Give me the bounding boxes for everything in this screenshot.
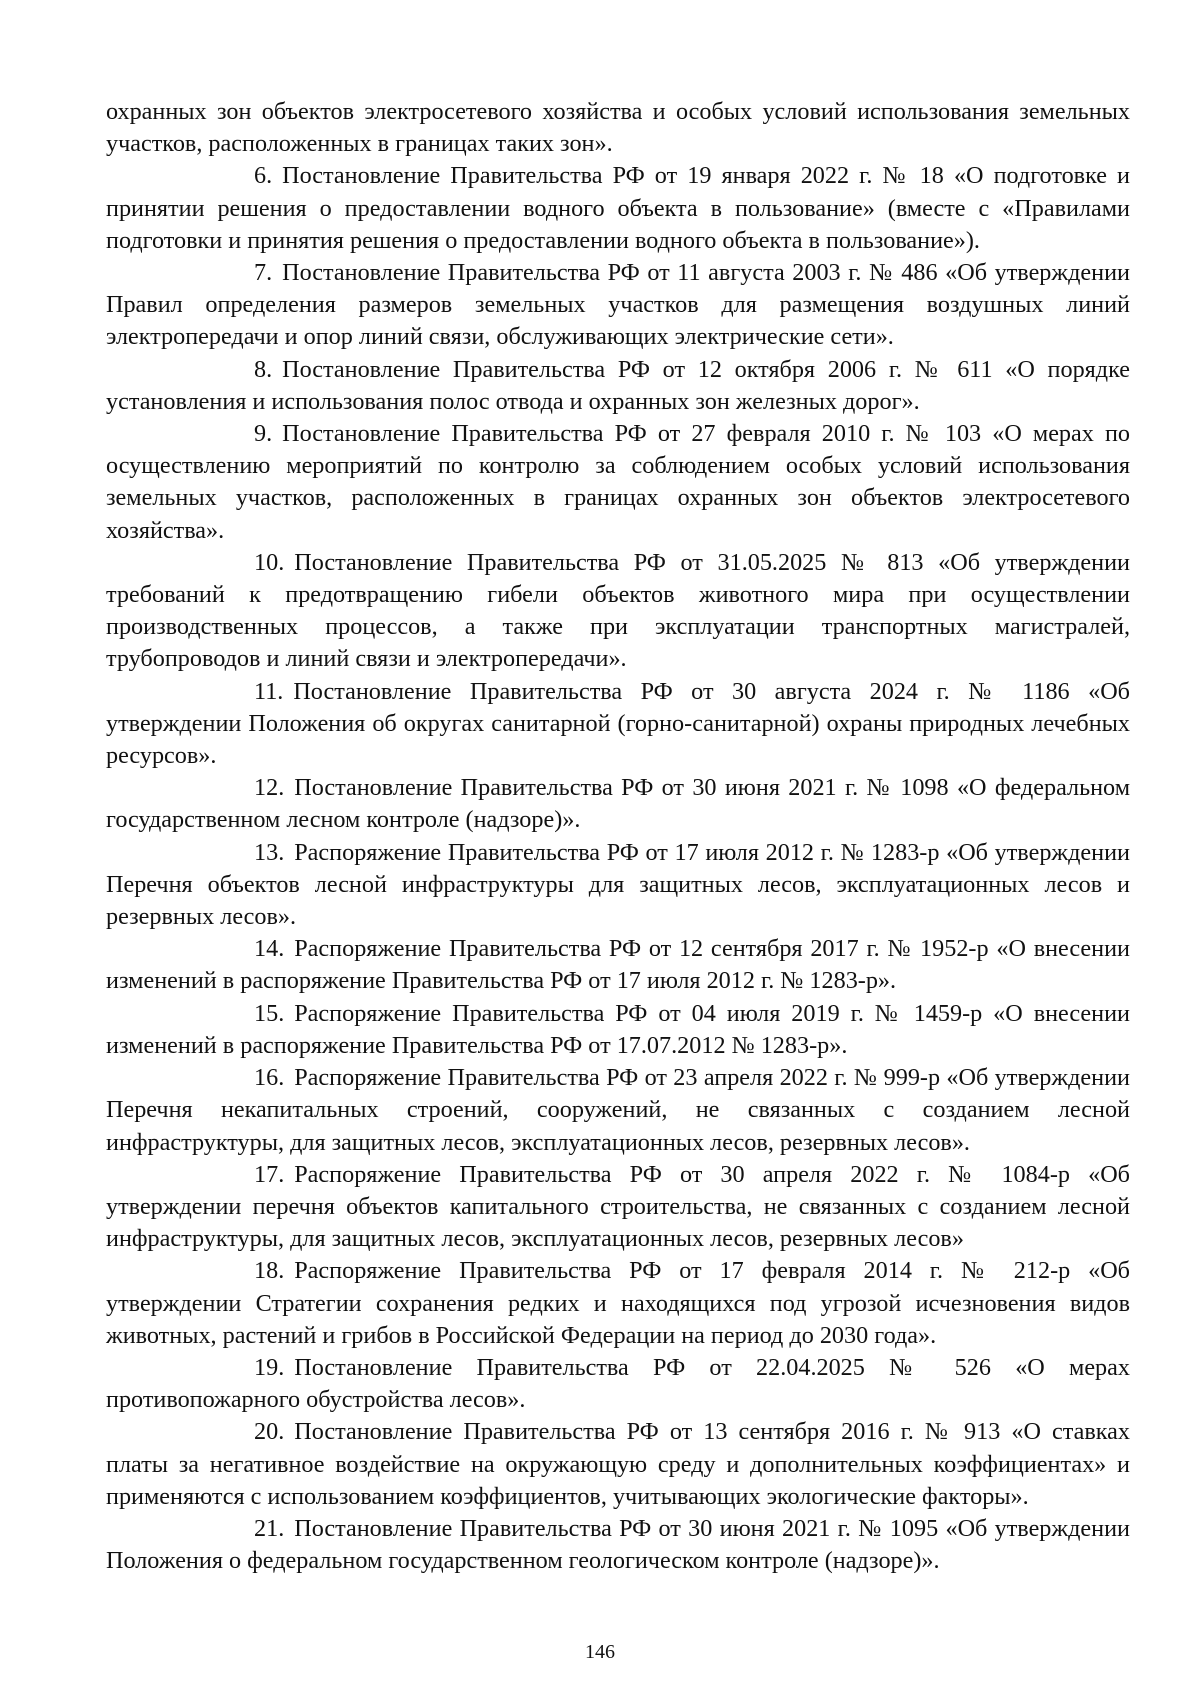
item-text: Распоряжение Правительства РФ от 17 июля 2012 г. № 1283-р «Об утверждении Перечня объектов лесной инфраструктуры для защитных лесов, эксплуатационных лесов и резервных лесов». xyxy=(106,838,1130,931)
item-text: Распоряжение Правительства РФ от 30 апреля 2022 г. № 1084-р «Об утверждении перечня объектов капитального строительства, не связанных с созданием лесной инфраструктуры, для защитных лесов, эксплуатационных лесов, резервных лесов» xyxy=(106,1160,1130,1253)
item-text: Распоряжение Правительства РФ от 12 сентября 2017 г. № 1952-р «О внесении изменений в распоряжение Правительства РФ от 17 июля 2012 г. № 1283-р». xyxy=(106,935,1130,995)
list-item xyxy=(106,1352,1130,1416)
list-item xyxy=(106,998,1130,1062)
item-number: 6. xyxy=(254,162,273,190)
list-item xyxy=(106,1416,1130,1513)
item-number: 18. xyxy=(254,1257,285,1285)
document-body xyxy=(106,96,1130,1577)
item-number: 11. xyxy=(254,677,284,705)
item-number: 17. xyxy=(254,1160,285,1188)
item-number: 13. xyxy=(254,838,285,866)
list-item xyxy=(106,676,1130,773)
item-number: 10. xyxy=(254,548,285,576)
item-text: Постановление Правительства РФ от 13 сентября 2016 г. № 913 «О ставках платы за негативное воздействие на окружающую среду и дополнительных коэффициентах» и применяются с использованием коэффициентов, учитывающих экологические факторы». xyxy=(106,1418,1130,1510)
item-number: 14. xyxy=(254,935,285,963)
item-text: Постановление Правительства РФ от 27 февраля 2010 г. № 103 «О мерах по осуществлению мероприятий по контролю за соблюдением особых условий использования земельных участков, расположенных в границах охранных зон объектов электросетевого хозяйства». xyxy=(106,420,1130,544)
item-number: 9. xyxy=(254,420,273,448)
item-text: Распоряжение Правительства РФ от 17 февраля 2014 г. № 212-р «Об утверждении Стратегии сохранения редких и находящихся под угрозой исчезновения видов животных, растений и грибов в Российской Федерации на период до 2030 года». xyxy=(106,1257,1130,1349)
continuation-paragraph: охранных зон объектов электросетевого хозяйства и особых условий использования земельных участков, расположенных в границах таких зон». xyxy=(106,98,1130,158)
item-number: 7. xyxy=(254,259,273,287)
page-number: 146 xyxy=(585,1641,615,1663)
item-text: Постановление Правительства РФ от 19 января 2022 г. № 18 «О подготовке и принятии решения о предоставлении водного объекта в пользование» (вместе с «Правилами подготовки и принятия решения о предоставлении водного объекта в пользование»). xyxy=(106,162,1130,254)
item-number: 21. xyxy=(254,1514,285,1542)
list-item xyxy=(106,547,1130,676)
list-item xyxy=(106,354,1130,418)
item-text: Постановление Правительства РФ от 12 октября 2006 г. № 611 «О порядке установления и использования полос отвода и охранных зон железных дорог». xyxy=(106,355,1130,415)
item-text: Постановление Правительства РФ от 11 августа 2003 г. № 486 «Об утверждении Правил определения размеров земельных участков для размещения воздушных линий электропередачи и опор линий связи, обслуживающих электрические сети». xyxy=(106,259,1130,351)
item-text: Распоряжение Правительства РФ от 04 июля 2019 г. № 1459-р «О внесении изменений в распоряжение Правительства РФ от 17.07.2012 № 1283-р». xyxy=(106,999,1130,1059)
item-number: 16. xyxy=(254,1064,285,1092)
list-item xyxy=(106,1513,1130,1577)
list-item xyxy=(106,1255,1130,1352)
list-item xyxy=(106,1062,1130,1159)
item-number: 20. xyxy=(254,1418,285,1446)
item-number: 8. xyxy=(254,355,273,383)
list-item xyxy=(106,1159,1130,1256)
list-item xyxy=(106,418,1130,547)
item-text: Постановление Правительства РФ от 30 июня 2021 г. № 1098 «О федеральном государственном лесном контроле (надзоре)». xyxy=(106,774,1130,834)
list-item xyxy=(106,837,1130,934)
item-number: 19. xyxy=(254,1353,285,1381)
list-item xyxy=(106,160,1130,257)
item-text: Постановление Правительства РФ от 30 июня 2021 г. № 1095 «Об утверждении Положения о федеральном государственном геологическом контроле (надзоре)». xyxy=(106,1514,1130,1575)
list-item xyxy=(106,772,1130,836)
item-number: 12. xyxy=(254,774,285,802)
item-text: Распоряжение Правительства РФ от 23 апреля 2022 г. № 999-р «Об утверждении Перечня некапитальных строений, сооружений, не связанных с созданием лесной инфраструктуры, для защитных лесов, эксплуатационных лесов, резервных лесов». xyxy=(106,1064,1130,1156)
list-item xyxy=(106,933,1130,997)
item-text: Постановление Правительства РФ от 31.05.2025 № 813 «Об утверждении требований к предотвращению гибели объектов животного мира при осуществлении производственных процессов, а также при эксплуатации транспортных магистралей, трубопроводов и линий связи и электропередачи». xyxy=(106,548,1130,673)
item-text: Постановление Правительства РФ от 30 августа 2024 г. № 1186 «Об утверждении Положения об округах санитарной (горно-санитарной) охраны природных лечебных ресурсов». xyxy=(106,677,1130,770)
list-item xyxy=(106,257,1130,354)
item-number: 15. xyxy=(254,999,285,1027)
item-text: Постановление Правительства РФ от 22.04.2025 № 526 «О мерах противопожарного обустройства лесов». xyxy=(106,1353,1130,1414)
